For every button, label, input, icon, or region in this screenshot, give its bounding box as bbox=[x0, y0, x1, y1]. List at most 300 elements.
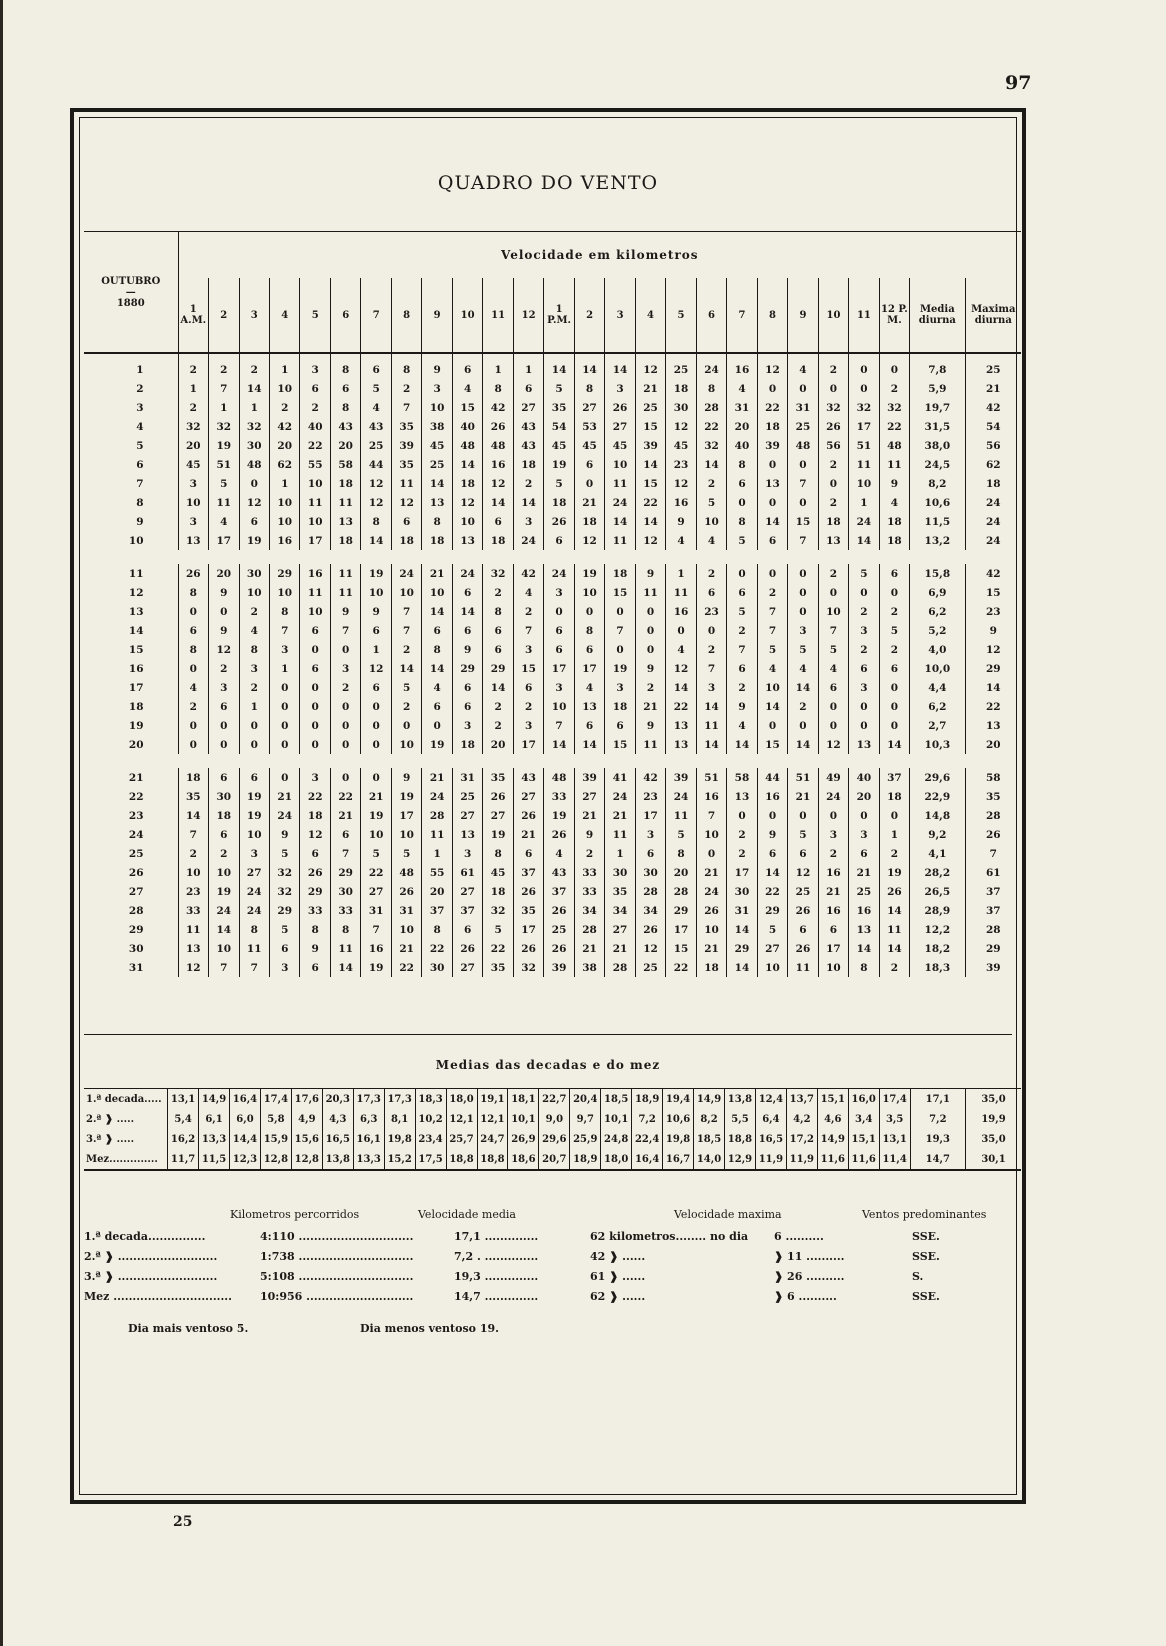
hourly-value: 6 bbox=[300, 621, 330, 640]
means-value: 13,8 bbox=[322, 1149, 353, 1170]
year-label: 1880 bbox=[116, 297, 145, 309]
hourly-value: 18 bbox=[452, 735, 482, 754]
hourly-value: 4 bbox=[757, 659, 787, 678]
hourly-value: 0 bbox=[757, 455, 787, 474]
hourly-value: 38 bbox=[574, 958, 604, 977]
table-row bbox=[84, 659, 1021, 678]
hourly-value: 3 bbox=[178, 474, 208, 493]
table-row bbox=[84, 678, 1021, 697]
hourly-value: 14 bbox=[574, 735, 604, 754]
summary-wind: SSE. bbox=[912, 1290, 940, 1303]
hourly-value: 10 bbox=[300, 474, 330, 493]
hourly-value: 45 bbox=[666, 436, 696, 455]
hourly-value: 2 bbox=[209, 844, 239, 863]
hourly-value: 2 bbox=[696, 474, 726, 493]
hourly-value: 1 bbox=[239, 398, 269, 417]
hourly-value: 21 bbox=[574, 493, 604, 512]
hourly-value: 4 bbox=[788, 659, 818, 678]
hour-header: 8 bbox=[391, 278, 421, 353]
hourly-value: 10 bbox=[269, 493, 299, 512]
hourly-value: 32 bbox=[849, 398, 879, 417]
means-value: 12,1 bbox=[477, 1109, 508, 1129]
summary-label: 1.ª decada............... bbox=[84, 1230, 206, 1243]
daily-mean: 6,2 bbox=[910, 602, 965, 621]
hourly-value: 62 bbox=[269, 455, 299, 474]
hourly-value: 14 bbox=[452, 455, 482, 474]
hourly-value: 15 bbox=[513, 659, 543, 678]
means-value: 4,2 bbox=[786, 1109, 817, 1129]
hourly-value: 28 bbox=[422, 806, 452, 825]
hourly-value: 9 bbox=[635, 659, 665, 678]
daily-max: 37 bbox=[965, 882, 1021, 901]
hourly-value: 17 bbox=[209, 531, 239, 550]
hourly-value: 0 bbox=[422, 716, 452, 735]
hourly-value: 18 bbox=[300, 806, 330, 825]
hourly-value: 14 bbox=[635, 455, 665, 474]
hourly-value: 18 bbox=[422, 531, 452, 550]
day-number: 31 bbox=[128, 961, 144, 974]
hourly-value: 6 bbox=[635, 844, 665, 863]
means-value: 18,3 bbox=[415, 1089, 446, 1110]
summary-day: ❱ 11 .......... bbox=[774, 1250, 845, 1263]
hourly-value: 2 bbox=[269, 398, 299, 417]
hourly-value: 0 bbox=[818, 806, 848, 825]
means-value: 19,1 bbox=[477, 1089, 508, 1110]
hourly-value: 16 bbox=[757, 787, 787, 806]
hourly-value: 0 bbox=[605, 640, 635, 659]
hourly-value: 37 bbox=[879, 768, 909, 787]
hourly-value: 4 bbox=[452, 379, 482, 398]
means-value: 17,3 bbox=[353, 1089, 384, 1110]
hourly-value: 2 bbox=[483, 716, 513, 735]
hourly-value: 13 bbox=[574, 697, 604, 716]
hourly-value: 14 bbox=[422, 474, 452, 493]
hourly-value: 8 bbox=[849, 958, 879, 977]
hourly-value: 6 bbox=[757, 844, 787, 863]
hourly-value: 0 bbox=[330, 697, 360, 716]
hourly-value: 19 bbox=[209, 436, 239, 455]
day-number: 17 bbox=[128, 681, 144, 694]
means-value: 13,7 bbox=[786, 1089, 817, 1110]
hourly-value: 13 bbox=[422, 493, 452, 512]
daily-mean: 5,9 bbox=[910, 379, 965, 398]
hourly-value: 6 bbox=[605, 716, 635, 735]
hourly-value: 13 bbox=[727, 787, 757, 806]
hourly-value: 0 bbox=[757, 564, 787, 583]
hourly-value: 1 bbox=[605, 844, 635, 863]
means-value: 3,5 bbox=[879, 1109, 910, 1129]
hourly-value: 0 bbox=[727, 806, 757, 825]
hourly-value: 11 bbox=[849, 455, 879, 474]
hourly-value: 10 bbox=[361, 583, 391, 602]
means-value: 25,7 bbox=[446, 1129, 477, 1149]
hourly-value: 24 bbox=[818, 787, 848, 806]
hourly-value: 15 bbox=[635, 474, 665, 493]
hourly-value: 27 bbox=[361, 882, 391, 901]
hourly-value: 48 bbox=[239, 455, 269, 474]
hourly-value: 53 bbox=[574, 417, 604, 436]
daily-max: 24 bbox=[965, 493, 1021, 512]
means-value: 16,4 bbox=[632, 1149, 663, 1170]
means-row bbox=[84, 1129, 1021, 1149]
means-value: 14,0 bbox=[694, 1149, 725, 1170]
hourly-value: 2 bbox=[513, 602, 543, 621]
hourly-value: 6 bbox=[452, 353, 482, 379]
hourly-value: 6 bbox=[361, 353, 391, 379]
head-km: Kilometros percorridos bbox=[230, 1208, 360, 1221]
means-row bbox=[84, 1109, 1021, 1129]
means-value: 18,8 bbox=[725, 1129, 756, 1149]
hourly-value: 0 bbox=[209, 602, 239, 621]
hourly-value: 6 bbox=[483, 621, 513, 640]
hourly-value: 6 bbox=[330, 825, 360, 844]
hourly-value: 35 bbox=[391, 455, 421, 474]
hourly-value: 31 bbox=[788, 398, 818, 417]
hourly-value: 11 bbox=[635, 583, 665, 602]
hourly-value: 26 bbox=[635, 920, 665, 939]
hourly-value: 0 bbox=[300, 640, 330, 659]
hourly-value: 14 bbox=[635, 512, 665, 531]
hourly-value: 6 bbox=[788, 844, 818, 863]
means-value: 10,1 bbox=[601, 1109, 632, 1129]
daily-mean: 19,7 bbox=[910, 398, 965, 417]
table-row bbox=[84, 436, 1021, 455]
means-value: 8,1 bbox=[384, 1109, 415, 1129]
hourly-value: 10 bbox=[239, 825, 269, 844]
daily-mean: 4,1 bbox=[910, 844, 965, 863]
means-value: 12,8 bbox=[291, 1149, 322, 1170]
hourly-value: 10 bbox=[757, 958, 787, 977]
hourly-value: 12 bbox=[361, 474, 391, 493]
hourly-value: 7 bbox=[330, 844, 360, 863]
hourly-value: 4 bbox=[209, 512, 239, 531]
summary-row bbox=[84, 1290, 1021, 1310]
hourly-value: 2 bbox=[727, 621, 757, 640]
table-frame bbox=[70, 108, 1026, 1504]
hourly-value: 5 bbox=[666, 825, 696, 844]
hourly-value: 20 bbox=[849, 787, 879, 806]
means-row bbox=[84, 1149, 1021, 1170]
hourly-value: 2 bbox=[239, 678, 269, 697]
hourly-value: 21 bbox=[330, 806, 360, 825]
hourly-value: 21 bbox=[269, 787, 299, 806]
hourly-value: 3 bbox=[330, 659, 360, 678]
hourly-value: 3 bbox=[696, 678, 726, 697]
daily-max: 61 bbox=[965, 863, 1021, 882]
hourly-value: 8 bbox=[300, 920, 330, 939]
hourly-value: 6 bbox=[513, 379, 543, 398]
hourly-value: 6 bbox=[452, 621, 482, 640]
hourly-value: 14 bbox=[879, 735, 909, 754]
hourly-value: 8 bbox=[483, 379, 513, 398]
hourly-value: 6 bbox=[574, 716, 604, 735]
summary-max: 62 ❱ ...... bbox=[590, 1290, 646, 1303]
hourly-value: 37 bbox=[544, 882, 574, 901]
hourly-value: 2 bbox=[239, 353, 269, 379]
hourly-value: 27 bbox=[239, 863, 269, 882]
page-edge bbox=[0, 0, 3, 1646]
table-row bbox=[84, 697, 1021, 716]
hourly-value: 10 bbox=[544, 697, 574, 716]
hourly-value: 9 bbox=[330, 602, 360, 621]
hourly-value: 5 bbox=[391, 678, 421, 697]
hourly-value: 0 bbox=[788, 493, 818, 512]
hourly-value: 25 bbox=[666, 353, 696, 379]
hourly-value: 21 bbox=[788, 787, 818, 806]
hourly-value: 19 bbox=[483, 825, 513, 844]
hourly-value: 14 bbox=[605, 512, 635, 531]
hourly-value: 20 bbox=[483, 735, 513, 754]
hourly-value: 11 bbox=[391, 474, 421, 493]
daily-max: 39 bbox=[965, 958, 1021, 977]
hourly-value: 6 bbox=[422, 697, 452, 716]
hourly-value: 6 bbox=[391, 512, 421, 531]
hourly-value: 8 bbox=[422, 920, 452, 939]
hourly-value: 16 bbox=[483, 455, 513, 474]
hourly-value: 5 bbox=[544, 379, 574, 398]
hourly-value: 14 bbox=[788, 678, 818, 697]
hourly-value: 7 bbox=[788, 531, 818, 550]
means-value: 11,4 bbox=[879, 1149, 910, 1170]
hourly-value: 0 bbox=[757, 806, 787, 825]
hour-header: 3 bbox=[239, 278, 269, 353]
hourly-value: 19 bbox=[544, 806, 574, 825]
hourly-value: 10 bbox=[239, 583, 269, 602]
hourly-value: 45 bbox=[544, 436, 574, 455]
hour-header: 9 bbox=[788, 278, 818, 353]
hourly-value: 30 bbox=[209, 787, 239, 806]
hourly-value: 28 bbox=[635, 882, 665, 901]
hourly-value: 10 bbox=[269, 379, 299, 398]
hourly-value: 17 bbox=[513, 735, 543, 754]
day-number: 22 bbox=[128, 790, 144, 803]
hourly-value: 22 bbox=[422, 939, 452, 958]
hourly-value: 30 bbox=[605, 863, 635, 882]
hourly-value: 34 bbox=[635, 901, 665, 920]
hourly-value: 61 bbox=[452, 863, 482, 882]
hourly-value: 0 bbox=[666, 621, 696, 640]
means-value: 20,3 bbox=[322, 1089, 353, 1110]
hourly-value: 14 bbox=[696, 697, 726, 716]
hourly-value: 18 bbox=[605, 697, 635, 716]
hourly-value: 22 bbox=[330, 787, 360, 806]
means-value: 18,0 bbox=[601, 1149, 632, 1170]
means-value: 5,5 bbox=[725, 1109, 756, 1129]
means-max: 30,1 bbox=[966, 1149, 1021, 1170]
hourly-value: 14 bbox=[849, 939, 879, 958]
hourly-value: 3 bbox=[513, 716, 543, 735]
day-number: 1 bbox=[136, 363, 144, 376]
hourly-value: 10 bbox=[269, 512, 299, 531]
means-value: 16,0 bbox=[848, 1089, 879, 1110]
daily-max: 58 bbox=[965, 768, 1021, 787]
means-value: 17,3 bbox=[384, 1089, 415, 1110]
hourly-value: 26 bbox=[513, 806, 543, 825]
hourly-value: 10 bbox=[391, 583, 421, 602]
hourly-value: 13 bbox=[178, 531, 208, 550]
day-number: 20 bbox=[128, 738, 144, 751]
hourly-value: 23 bbox=[635, 787, 665, 806]
hourly-value: 6 bbox=[818, 920, 848, 939]
hourly-value: 10 bbox=[422, 583, 452, 602]
hourly-value: 45 bbox=[422, 436, 452, 455]
hourly-value: 14 bbox=[239, 379, 269, 398]
hourly-value: 0 bbox=[239, 716, 269, 735]
hourly-value: 9 bbox=[635, 716, 665, 735]
means-body bbox=[84, 1089, 1021, 1171]
hourly-value: 12 bbox=[635, 939, 665, 958]
hourly-value: 28 bbox=[696, 398, 726, 417]
hourly-value: 18 bbox=[483, 531, 513, 550]
hourly-value: 24 bbox=[696, 882, 726, 901]
hourly-value: 9 bbox=[422, 353, 452, 379]
daily-max: 22 bbox=[965, 697, 1021, 716]
daily-max: 29 bbox=[965, 659, 1021, 678]
means-value: 11,9 bbox=[786, 1149, 817, 1170]
hourly-value: 54 bbox=[544, 417, 574, 436]
summary-label: 2.ª ❱ .......................... bbox=[84, 1250, 218, 1263]
hourly-value: 0 bbox=[209, 716, 239, 735]
hourly-value: 9 bbox=[666, 512, 696, 531]
daily-mean: 38,0 bbox=[910, 436, 965, 455]
means-value: 11,6 bbox=[848, 1149, 879, 1170]
hourly-value: 11 bbox=[330, 939, 360, 958]
hourly-value: 4 bbox=[727, 716, 757, 735]
table-row bbox=[84, 564, 1021, 583]
hour-header: Maxima diurna bbox=[965, 278, 1021, 353]
hourly-value: 35 bbox=[391, 417, 421, 436]
hourly-value: 5 bbox=[269, 844, 299, 863]
day-number: 6 bbox=[136, 458, 144, 471]
hourly-value: 24 bbox=[422, 787, 452, 806]
hourly-value: 26 bbox=[391, 882, 421, 901]
hourly-value: 17 bbox=[574, 659, 604, 678]
hourly-value: 51 bbox=[209, 455, 239, 474]
hourly-value: 22 bbox=[757, 882, 787, 901]
table-row bbox=[84, 621, 1021, 640]
means-max: 19,9 bbox=[966, 1109, 1021, 1129]
hourly-value: 20 bbox=[330, 436, 360, 455]
hourly-value: 21 bbox=[391, 939, 421, 958]
hourly-value: 2 bbox=[178, 353, 208, 379]
hour-header: 5 bbox=[300, 278, 330, 353]
hourly-value: 18 bbox=[178, 768, 208, 787]
means-value: 11,9 bbox=[755, 1149, 786, 1170]
hourly-value: 1 bbox=[269, 353, 299, 379]
means-value: 23,4 bbox=[415, 1129, 446, 1149]
hourly-value: 8 bbox=[269, 602, 299, 621]
means-value: 24,8 bbox=[601, 1129, 632, 1149]
hourly-value: 30 bbox=[239, 564, 269, 583]
hourly-value: 18 bbox=[818, 512, 848, 531]
page-number: 97 bbox=[1005, 72, 1032, 94]
summary-media: 17,1 .............. bbox=[454, 1230, 539, 1243]
hourly-value: 18 bbox=[879, 787, 909, 806]
hourly-value: 20 bbox=[666, 863, 696, 882]
hourly-value: 14 bbox=[544, 735, 574, 754]
hourly-value: 45 bbox=[605, 436, 635, 455]
daily-mean: 5,2 bbox=[910, 621, 965, 640]
hourly-value: 7 bbox=[391, 398, 421, 417]
head-vel-media: Velocidade media bbox=[418, 1208, 516, 1221]
hourly-value: 8 bbox=[666, 844, 696, 863]
day-number: 2 bbox=[136, 382, 144, 395]
hourly-value: 2 bbox=[757, 583, 787, 602]
day-number: 24 bbox=[128, 828, 144, 841]
summary-km: 10:956 ............................ bbox=[260, 1290, 414, 1303]
hourly-value: 2 bbox=[727, 678, 757, 697]
hourly-value: 0 bbox=[757, 379, 787, 398]
hourly-value: 3 bbox=[635, 825, 665, 844]
hourly-value: 2 bbox=[209, 659, 239, 678]
daily-max: 42 bbox=[965, 564, 1021, 583]
hourly-value: 35 bbox=[483, 768, 513, 787]
daily-max: 29 bbox=[965, 939, 1021, 958]
table-row bbox=[84, 958, 1021, 977]
summary-row bbox=[84, 1270, 1021, 1290]
hourly-value: 14 bbox=[757, 863, 787, 882]
hourly-value: 13 bbox=[757, 474, 787, 493]
hourly-value: 27 bbox=[574, 787, 604, 806]
hourly-value: 17 bbox=[818, 939, 848, 958]
hourly-value: 11 bbox=[666, 806, 696, 825]
hourly-value: 15 bbox=[605, 735, 635, 754]
windiest-day: Dia mais ventoso 5. bbox=[128, 1322, 249, 1335]
means-value: 20,4 bbox=[570, 1089, 601, 1110]
decade-gap bbox=[84, 754, 1021, 768]
hourly-value: 0 bbox=[818, 716, 848, 735]
hourly-value: 11 bbox=[696, 716, 726, 735]
hourly-value: 18 bbox=[574, 512, 604, 531]
hourly-value: 21 bbox=[696, 939, 726, 958]
month-header bbox=[84, 232, 178, 354]
hourly-value: 1 bbox=[209, 398, 239, 417]
hourly-value: 4 bbox=[361, 398, 391, 417]
hourly-value: 5 bbox=[788, 825, 818, 844]
hourly-value: 15 bbox=[788, 512, 818, 531]
hourly-value: 22 bbox=[300, 436, 330, 455]
table-row bbox=[84, 602, 1021, 621]
hourly-value: 10 bbox=[422, 398, 452, 417]
hourly-value: 22 bbox=[483, 939, 513, 958]
summary-row bbox=[84, 1230, 1021, 1250]
table-row bbox=[84, 863, 1021, 882]
hourly-value: 19 bbox=[209, 882, 239, 901]
hourly-value: 9 bbox=[391, 768, 421, 787]
hourly-value: 6 bbox=[544, 531, 574, 550]
hourly-value: 33 bbox=[330, 901, 360, 920]
hourly-value: 48 bbox=[391, 863, 421, 882]
hourly-value: 19 bbox=[239, 806, 269, 825]
hourly-value: 19 bbox=[574, 564, 604, 583]
hourly-value: 4 bbox=[422, 678, 452, 697]
daily-mean: 4,4 bbox=[910, 678, 965, 697]
hourly-value: 8 bbox=[330, 398, 360, 417]
means-value: 18,5 bbox=[694, 1129, 725, 1149]
hourly-value: 27 bbox=[452, 958, 482, 977]
hourly-value: 4 bbox=[574, 678, 604, 697]
hourly-value: 13 bbox=[330, 512, 360, 531]
hourly-value: 4 bbox=[696, 531, 726, 550]
hourly-value: 6 bbox=[727, 583, 757, 602]
hourly-value: 1 bbox=[483, 353, 513, 379]
hour-header: 3 bbox=[605, 278, 635, 353]
hourly-value: 26 bbox=[483, 417, 513, 436]
hourly-value: 11 bbox=[239, 939, 269, 958]
means-value: 18,8 bbox=[477, 1149, 508, 1170]
hourly-value: 1 bbox=[269, 659, 299, 678]
hourly-value: 14 bbox=[666, 678, 696, 697]
